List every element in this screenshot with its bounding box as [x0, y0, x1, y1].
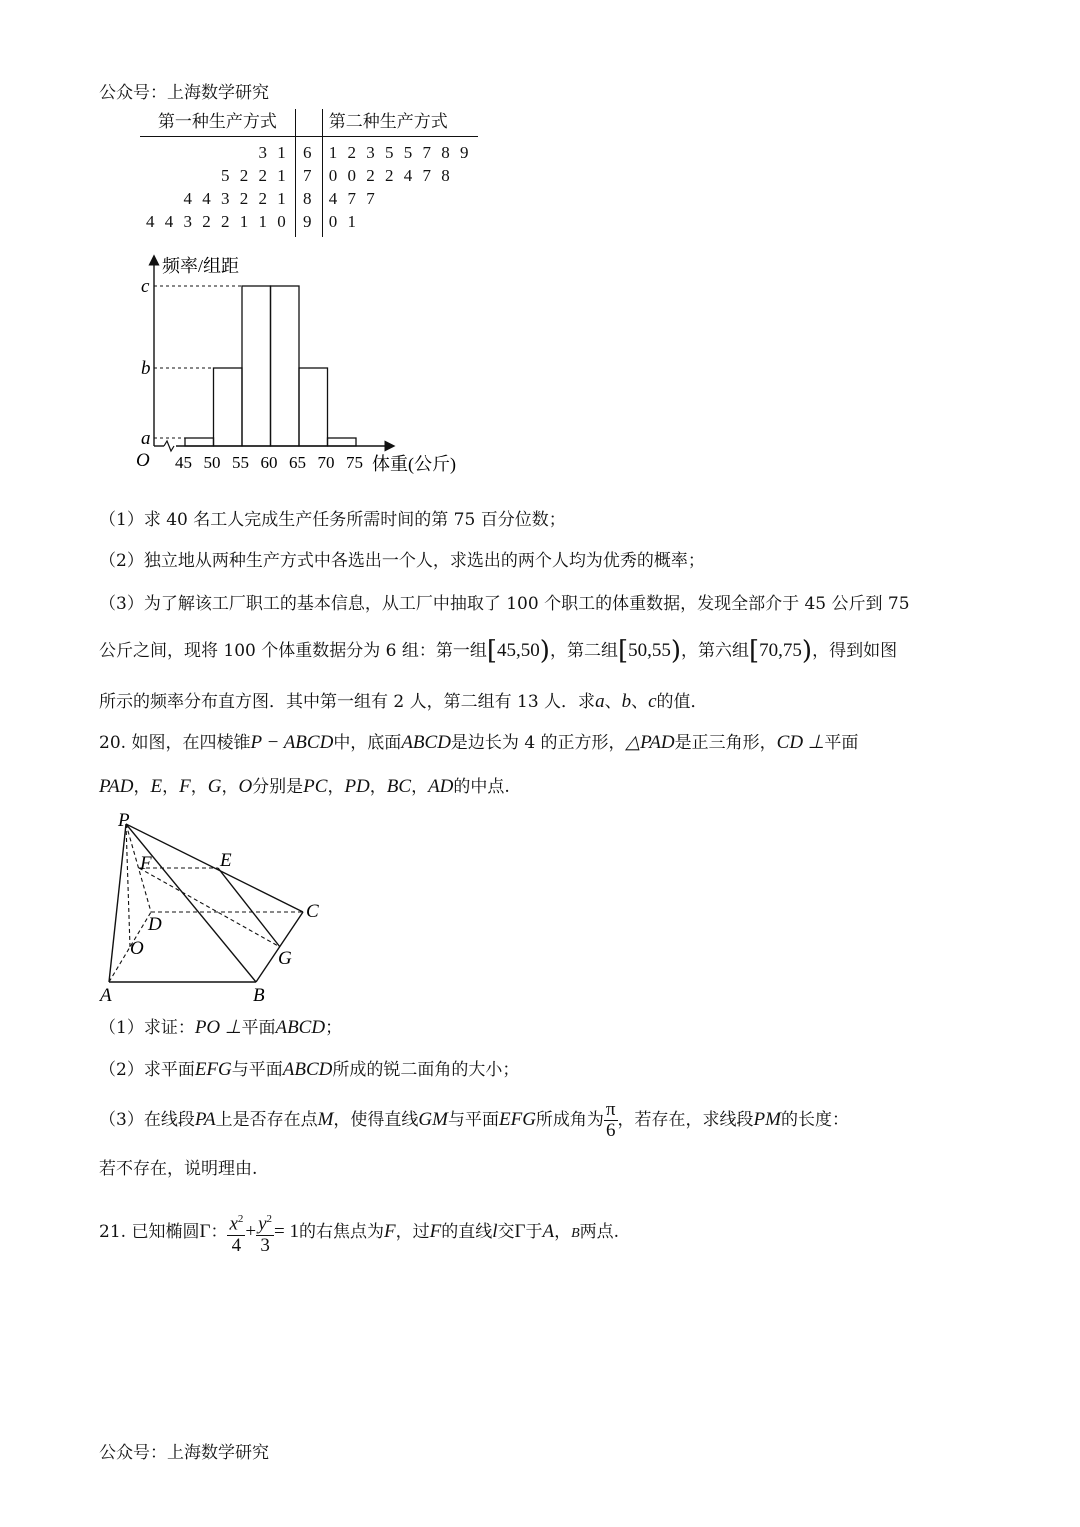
interval-1: 45,50 [497, 640, 540, 661]
var-c: c [648, 691, 657, 712]
histogram-bar [185, 438, 214, 446]
q21-stem: 21. 已知椭圆Γ： $\frac{x^2}{4}$ + $\frac{y^2}{3}$ = 1的右焦点为F，过F的直线l交Γ于A，B两点. [99, 1208, 619, 1258]
y-axis-label: 频率/组距 [162, 256, 240, 276]
stemplot-stem: 6 [295, 137, 322, 165]
y-level-label-a: a [141, 428, 151, 449]
histogram-bar [328, 438, 357, 446]
origin-label: O [136, 450, 150, 471]
stemplot-right-leaves: 0 0 2 2 4 7 8 [328, 166, 453, 185]
x-tick-label: 55 [232, 453, 249, 472]
q19-text: 所示的频率分布直方图．其中第一组有 2 人，第二组有 13 人．求 [99, 692, 596, 712]
q20-part3: （3）在线段PA上是否存在点M，使得直线GM与平面EFG所成角为 $\frac{\pi}{6}$ ，若存在，求线段PM的长度： [99, 1099, 849, 1141]
interval-6: 70,75 [759, 640, 802, 661]
q19-part1: （1）求 40 名工人完成生产任务所需时间的第 75 百分位数； [99, 510, 566, 530]
x-tick-label: 50 [203, 453, 221, 472]
q19-part3-line3: 所示的频率分布直方图．其中第一组有 2 人，第二组有 13 人．求a、b、c的值． [99, 691, 708, 712]
footer-watermark: 公众号：上海数学研究 [99, 1443, 269, 1463]
label-D: D [148, 914, 162, 935]
stemplot-stem: 8 [295, 187, 322, 210]
q19-text: ，第六组 [681, 641, 750, 661]
q19-part3-line1: （3）为了解该工厂职工的基本信息，从工厂中抽取了 100 个职工的体重数据，发现全部介于 45 公斤到 75 [99, 594, 910, 614]
edge-PC [126, 824, 303, 912]
x-tick-label: 70 [317, 453, 335, 472]
label-F: F [140, 853, 152, 874]
edge-PB [126, 824, 256, 982]
stemplot-right-title: 第二种生产方式 [328, 112, 448, 132]
q19-text: 的值． [656, 692, 708, 712]
var-a: a [595, 691, 605, 712]
frequency-histogram [128, 252, 488, 484]
edge-PO [126, 824, 130, 947]
histogram-bar [214, 368, 243, 446]
stemplot-left-leaves: 5 2 2 1 [221, 166, 289, 185]
stemplot-stem: 7 [295, 164, 322, 187]
stemplot-stem: 9 [295, 210, 322, 237]
header-watermark: 公众号：上海数学研究 [99, 83, 269, 103]
histogram-bar [299, 368, 328, 446]
x-tick-label: 45 [175, 453, 192, 472]
stemplot-left-title: 第一种生产方式 [157, 112, 277, 132]
q20-part3-line2: 若不存在，说明理由. [99, 1159, 258, 1179]
axis-break [164, 441, 174, 451]
interval-2: 50,55 [628, 640, 671, 661]
label-G: G [278, 948, 292, 969]
label-O: O [130, 938, 144, 959]
stemplot-left-leaves: 4 4 3 2 2 1 1 0 [146, 212, 289, 231]
x-tick-label: 75 [346, 453, 363, 472]
stem-leaf-plot [140, 109, 478, 237]
q20-part2: （2）求平面EFG与平面ABCD所成的锐二面角的大小； [99, 1059, 520, 1080]
stemplot-right-leaves: 1 2 3 5 5 7 8 9 [328, 143, 472, 162]
histogram-bar [242, 286, 271, 446]
q20-stem-line2: PAD，E，F，G，O分别是PC，PD，BC，AD的中点. [99, 776, 510, 797]
label-C: C [306, 901, 319, 922]
pyramid-figure [96, 808, 336, 1008]
var-b: b [621, 691, 632, 712]
fraction-x2-over-4: $\frac{x^2}{4}$ [227, 1209, 245, 1255]
q19-part3-line2: 公斤之间，现将 100 个体重数据分为 6 组：第一组[45,50)，第二组[50,55)，第六组[70,75)，得到如图 [99, 636, 898, 666]
label-E: E [220, 850, 232, 871]
edge-EG [218, 868, 280, 947]
edge-PA [109, 824, 126, 982]
q19-text: 公斤之间，现将 100 个体重数据分为 6 组：第一组 [99, 641, 487, 661]
label-A: A [100, 985, 112, 1006]
x-tick-label: 60 [260, 453, 278, 472]
q19-text: ，第二组 [549, 641, 618, 661]
q20-stem-line1: 20. 如图，在四棱锥P − ABCD中，底面ABCD是边长为 4 的正方形，△PAD是正三角形，CD ⊥平面 [99, 732, 859, 753]
stemplot-left-leaves: 3 1 [258, 143, 289, 162]
label-P: P [118, 810, 130, 831]
stemplot-right-leaves: 0 1 [328, 212, 359, 231]
x-tick-label: 65 [289, 453, 306, 472]
histogram-bar [271, 286, 300, 446]
edge-FG [139, 868, 280, 947]
stemplot-right-leaves: 4 7 7 [328, 189, 378, 208]
label-B: B [253, 985, 265, 1006]
q19-text: ，得到如图 [812, 641, 898, 661]
q20-part1: （1）求证：PO ⊥平面ABCD； [99, 1017, 343, 1038]
fraction-pi-over-6: $\frac{\pi}{6}$ [605, 1099, 616, 1141]
x-axis-label: 体重(公斤) [372, 454, 456, 474]
q19-part2: （2）独立地从两种生产方式中各选出一个人，求选出的两个人均为优秀的概率； [99, 551, 705, 571]
y-level-label-c: c [141, 276, 150, 297]
stemplot-left-leaves: 4 4 3 2 2 1 [183, 189, 289, 208]
fraction-y2-over-3: $\frac{y^2}{3}$ [256, 1209, 274, 1255]
y-level-label-b: b [141, 358, 151, 379]
